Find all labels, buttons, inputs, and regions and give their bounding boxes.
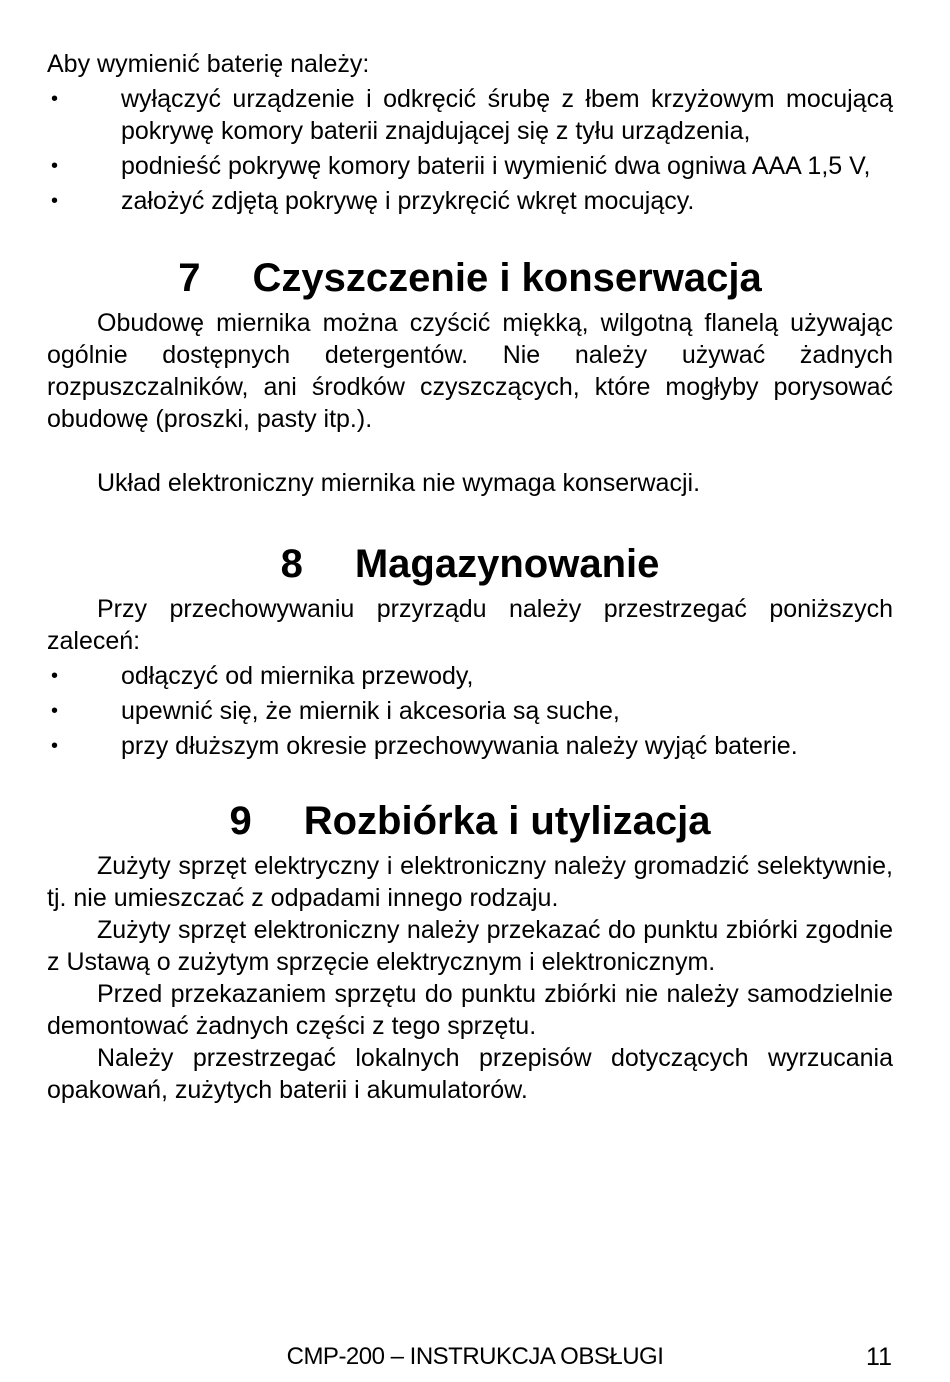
- section-title: Czyszczenie i konserwacja: [252, 256, 762, 300]
- list-item-text: odłączyć od miernika przewody,: [121, 662, 474, 690]
- section-number: 7: [178, 256, 201, 300]
- section-heading-storage: [47, 541, 893, 587]
- list-item: [47, 83, 893, 147]
- footer-title: CMP-200 – INSTRUKCJA OBSŁUGI: [286, 1343, 664, 1370]
- list-item-text: upewnić się, że miernik i akcesoria są suche,: [121, 697, 620, 725]
- list-item: [47, 150, 893, 182]
- list-item: [47, 730, 893, 762]
- list-item: [47, 695, 893, 727]
- list-item-text: wyłączyć urządzenie i odkręcić śrubę z łbem krzyżowym mocującą pokrywę komory baterii znajdującej się z tyłu urządzenia,: [121, 85, 893, 145]
- section-title: Rozbiórka i utylizacja: [303, 799, 711, 843]
- list-item: [47, 660, 893, 692]
- bullet-icon: •: [51, 700, 59, 722]
- battery-intro: Aby wymienić baterię należy:: [47, 50, 370, 78]
- bullet-icon: •: [51, 155, 59, 177]
- paragraph: Obudowę miernika można czyścić miękką, wilgotną flanelą używając ogólnie dostępnych detergentów. Nie należy używać żadnych rozpuszczalników, ani środków czyszczących, które mogłyby porysować obudowę (proszki, pasty itp.).: [47, 309, 893, 433]
- section-heading-cleaning: [47, 255, 893, 301]
- bullet-icon: •: [51, 88, 59, 110]
- paragraph: Zużyty sprzęt elektroniczny należy przekazać do punktu zbiórki zgodnie z Ustawą o zużytym sprzęcie elektrycznym i elektronicznym.: [47, 916, 893, 976]
- paragraph: Układ elektroniczny miernika nie wymaga konserwacji.: [97, 469, 701, 497]
- storage-recommendations-list: [47, 660, 893, 762]
- list-item-text: założyć zdjętą pokrywę i przykręcić wkręt mocujący.: [121, 187, 695, 215]
- list-item-text: przy dłuższym okresie przechowywania należy wyjąć baterie.: [121, 732, 798, 760]
- list-item: [47, 185, 893, 217]
- page-number: 11: [866, 1343, 892, 1371]
- list-item-text: podnieść pokrywę komory baterii i wymienić dwa ogniwa AAA 1,5 V,: [121, 152, 871, 180]
- bullet-icon: •: [51, 190, 59, 212]
- paragraph: Zużyty sprzęt elektryczny i elektroniczny należy gromadzić selektywnie, tj. nie umieszczać z odpadami innego rodzaju.: [47, 852, 893, 912]
- paragraph: Przy przechowywaniu przyrządu należy przestrzegać poniższych zaleceń:: [47, 595, 893, 655]
- section-heading-disposal: [47, 798, 893, 844]
- section-number: 8: [280, 542, 303, 586]
- bullet-icon: •: [51, 735, 59, 757]
- paragraph: Przed przekazaniem sprzętu do punktu zbiórki nie należy samodzielnie demontować żadnych części z tego sprzętu.: [47, 980, 893, 1040]
- page-content: [47, 48, 893, 1106]
- bullet-icon: •: [51, 665, 59, 687]
- paragraph: Należy przestrzegać lokalnych przepisów dotyczących wyrzucania opakowań, zużytych baterii i akumulatorów.: [47, 1044, 893, 1104]
- section-number: 9: [229, 799, 252, 843]
- section-title: Magazynowanie: [354, 542, 660, 586]
- battery-steps-list: [47, 83, 893, 217]
